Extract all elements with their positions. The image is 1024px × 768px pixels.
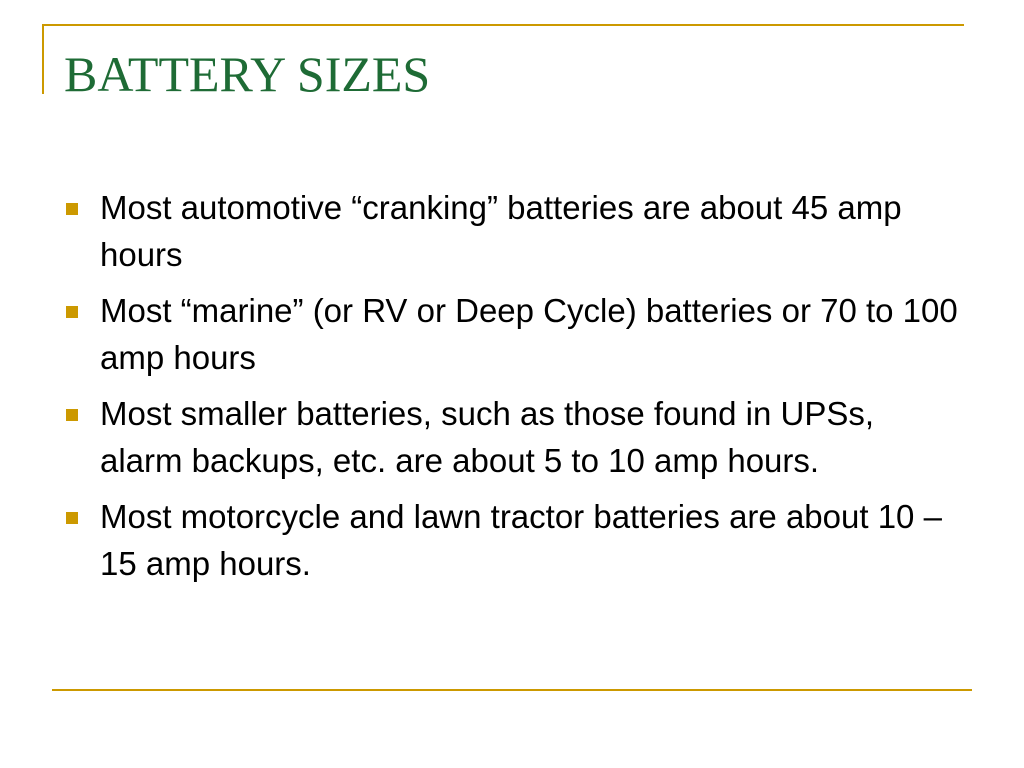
bullet-text: Most automotive “cranking” batteries are about 45 amp hours bbox=[100, 189, 902, 273]
square-bullet-icon bbox=[66, 203, 78, 215]
bullet-list bbox=[60, 184, 960, 596]
bullet-item bbox=[60, 184, 960, 278]
bullet-text: Most motorcycle and lawn tractor batteries are about 10 – 15 amp hours. bbox=[100, 498, 942, 582]
bullet-item bbox=[60, 287, 960, 381]
left-accent-line bbox=[42, 24, 44, 94]
slide-title: BATTERY SIZES bbox=[64, 46, 431, 102]
square-bullet-icon bbox=[66, 512, 78, 524]
bottom-accent-line bbox=[52, 689, 972, 691]
top-accent-line bbox=[42, 24, 964, 26]
bullet-item bbox=[60, 390, 960, 484]
square-bullet-icon bbox=[66, 409, 78, 421]
square-bullet-icon bbox=[66, 306, 78, 318]
bullet-text: Most smaller batteries, such as those found in UPSs, alarm backups, etc. are about 5 to 10 amp hours. bbox=[100, 395, 875, 479]
bullet-text: Most “marine” (or RV or Deep Cycle) batteries or 70 to 100 amp hours bbox=[100, 292, 958, 376]
bullet-item bbox=[60, 493, 960, 587]
